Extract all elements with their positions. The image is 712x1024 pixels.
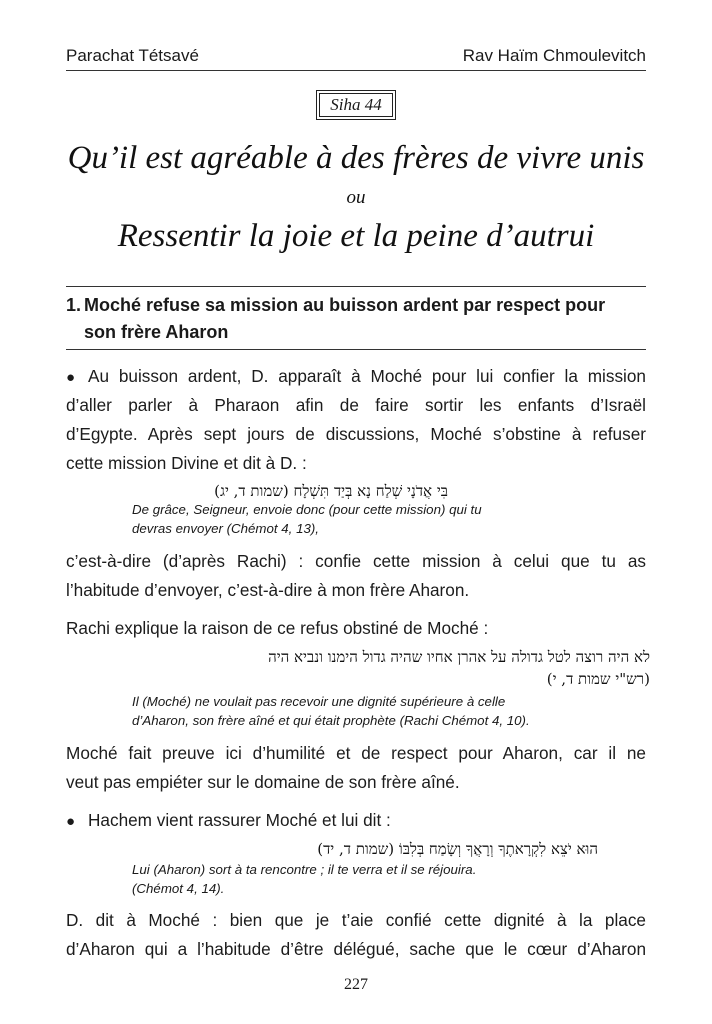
body-line: l’habitude d’envoyer, c’est-à-dire à mon frère Aharon. [66, 580, 470, 600]
section-title-line: Moché refuse sa mission au buisson ardent par respect pour [84, 295, 606, 315]
page-number: 227 [344, 976, 368, 993]
body-line: d’Egypte. Après sept jours de discussions, Moché s’obstine à refuser [66, 424, 646, 444]
section-number: 1. [66, 295, 82, 315]
body-line: d’aller parler à Pharaon afin de faire sortir les enfants d’Israël [66, 395, 646, 415]
hebrew-quote-source: (רש"י שמות ד, י) [546, 670, 650, 688]
body-line: cette mission Divine et dit à D. : [66, 453, 307, 473]
hebrew-quote: בִּי אֲדֹנָי שְׁלַח נָא בְּיַד תִּשְׁלָח (שמות ד, יג) [214, 482, 448, 500]
main-title: Qu’il est agréable à des frères de vivre unis [67, 140, 645, 176]
header-parasha: Parachat Tétsavé [66, 46, 199, 65]
body-line: D. dit à Moché : bien que je t’aie confié cette dignité à la place [66, 910, 646, 930]
hebrew-quote: לא היה רוצה לטל גדולה על אהרן אחיו שהיה גדול הימנו ונביא היה [268, 648, 650, 666]
title-conjunction: ou [346, 187, 366, 208]
quote-translation: Il (Moché) ne voulait pas recevoir une dignité supérieure à celle [132, 694, 506, 709]
hebrew-quote: הוּא יֹצֵא לִקְרָאתֶךָ וְרָאֲךָ וְשָׂמַח בְּלִבּוֹ (שמות ד, יד) [317, 840, 598, 858]
bullet-icon: ● [66, 369, 76, 386]
quote-translation: De grâce, Seigneur, envoie donc (pour cette mission) qui tu [132, 502, 482, 517]
section-heading [66, 286, 646, 350]
body-line: d’Aharon qui a l’habitude d’être délégué, sache que le cœur d’Aharon [66, 939, 646, 959]
quote-translation: (Chémot 4, 14). [132, 881, 225, 896]
body-line: Moché fait preuve ici d’humilité et de respect pour Aharon, car il ne [66, 743, 646, 763]
body-line: Rachi explique la raison de ce refus obstiné de Moché : [66, 618, 489, 638]
alternate-title: Ressentir la joie et la peine d’autrui [117, 218, 595, 254]
body-line: c’est-à-dire (d’après Rachi) : confie cette mission à celui que tu as [66, 551, 646, 571]
quote-translation: devras envoyer (Chémot 4, 13), [132, 521, 319, 536]
running-header [66, 44, 646, 71]
siha-label-box: Siha 44 [316, 90, 396, 120]
quote-translation: d’Aharon, son frère aîné et qui était prophète (Rachi Chémot 4, 10). [132, 713, 530, 728]
body-line: Au buisson ardent, D. apparaît à Moché pour lui confier la mission [88, 366, 646, 386]
section-title-line: son frère Aharon [84, 322, 229, 342]
body-line: veut pas empiéter sur le domaine de son frère aîné. [66, 772, 460, 792]
bullet-icon: ● [66, 813, 76, 830]
header-author: Rav Haïm Chmoulevitch [462, 46, 646, 65]
quote-translation: Lui (Aharon) sort à ta rencontre ; il te verra et il se réjouira. [132, 862, 477, 877]
body-line: Hachem vient rassurer Moché et lui dit : [88, 810, 391, 830]
